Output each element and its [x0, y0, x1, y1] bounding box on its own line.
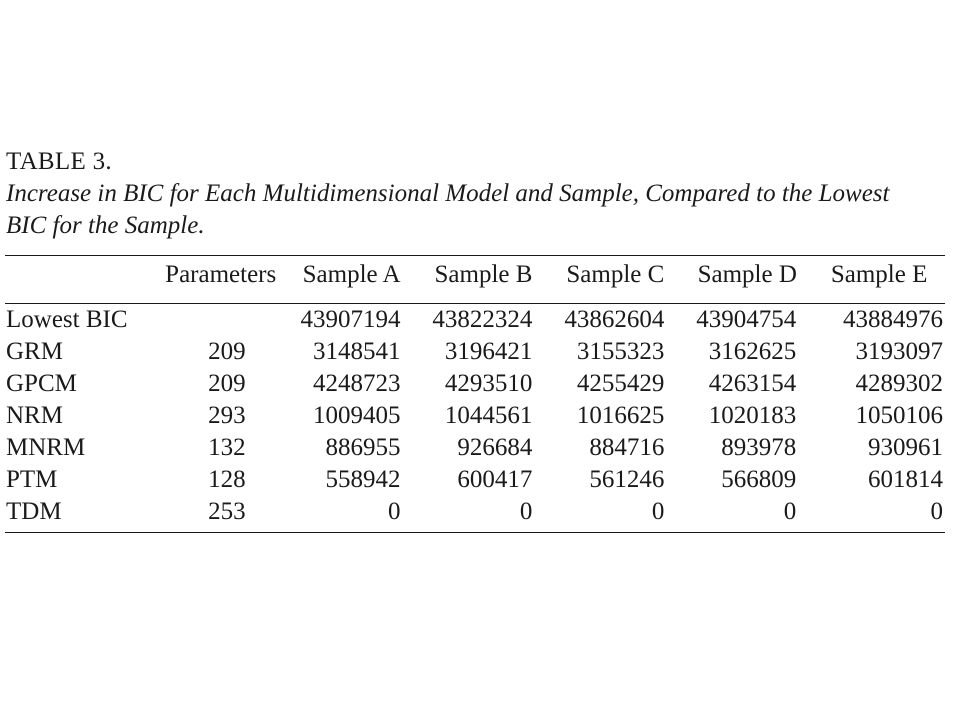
- column-header-parameters: Parameters: [165, 260, 277, 288]
- parameters-cell: 253: [208, 498, 246, 525]
- sample-e-cell: 3193097: [855, 338, 943, 365]
- model-cell: GPCM: [6, 370, 77, 397]
- sample-d-cell: 4263154: [708, 370, 797, 397]
- bic-table: [5, 256, 945, 528]
- sample-d-cell: 43904754: [696, 306, 797, 333]
- sample-e-cell: 43884976: [843, 306, 943, 333]
- table-row: [5, 304, 945, 336]
- sample-c-cell: 0: [651, 498, 665, 525]
- parameters-cell: 293: [208, 402, 246, 429]
- sample-a-cell: 3148541: [313, 338, 401, 365]
- model-cell: TDM: [6, 498, 62, 525]
- model-cell: NRM: [6, 402, 63, 429]
- table-row: [5, 464, 945, 496]
- sample-c-cell: 3155323: [576, 338, 665, 365]
- sample-b-cell: 1044561: [444, 402, 533, 429]
- table-number: TABLE 3.: [6, 148, 112, 175]
- column-header-sample-b: Sample B: [434, 260, 533, 288]
- column-header-sample-a: Sample A: [302, 260, 401, 288]
- table-title-line-2: BIC for the Sample.: [6, 212, 205, 239]
- model-cell: GRM: [6, 338, 63, 365]
- sample-d-cell: 893978: [721, 434, 797, 461]
- sample-b-cell: 4293510: [444, 370, 533, 397]
- sample-c-cell: 884716: [589, 434, 665, 461]
- header-row: [5, 256, 945, 293]
- model-cell: MNRM: [6, 434, 86, 461]
- model-cell: Lowest BIC: [6, 306, 128, 333]
- bottom-rule: [5, 532, 945, 533]
- sample-a-cell: 558942: [325, 466, 401, 493]
- column-header-sample-e: Sample E: [830, 260, 928, 288]
- model-cell: PTM: [6, 466, 58, 493]
- sample-a-cell: 4248723: [313, 370, 401, 397]
- table-title-line-1: Increase in BIC for Each Multidimensional Model and Sample, Compared to the Lowest: [6, 180, 890, 207]
- table-row: [5, 496, 945, 528]
- sample-d-cell: 1020183: [708, 402, 797, 429]
- sample-c-cell: 4255429: [576, 370, 665, 397]
- parameters-cell: [156, 304, 286, 336]
- sample-b-cell: 0: [519, 498, 533, 525]
- parameters-cell: 209: [208, 338, 246, 365]
- table-row: [5, 336, 945, 368]
- sample-b-cell: 926684: [457, 434, 533, 461]
- sample-a-cell: 886955: [325, 434, 401, 461]
- sample-b-cell: 3196421: [444, 338, 533, 365]
- sample-a-cell: 43907194: [300, 306, 401, 333]
- sample-e-cell: 4289302: [855, 370, 943, 397]
- sample-c-cell: 561246: [589, 466, 665, 493]
- sample-e-cell: 930961: [868, 434, 943, 461]
- parameters-cell: 209: [208, 370, 246, 397]
- sample-e-cell: 1050106: [855, 402, 943, 429]
- column-header-sample-c: Sample C: [566, 260, 665, 288]
- sample-a-cell: 1009405: [313, 402, 401, 429]
- sample-d-cell: 566809: [721, 466, 797, 493]
- sample-a-cell: 0: [388, 498, 401, 525]
- table-3: [5, 146, 945, 533]
- sample-e-cell: 0: [930, 498, 943, 525]
- table-row: [5, 400, 945, 432]
- sample-d-cell: 0: [783, 498, 797, 525]
- sample-b-cell: 43822324: [432, 306, 533, 333]
- column-header-sample-d: Sample D: [697, 260, 797, 288]
- table-row: [5, 368, 945, 400]
- sample-c-cell: 1016625: [576, 402, 665, 429]
- parameters-cell: 132: [208, 434, 246, 461]
- sample-b-cell: 600417: [457, 466, 533, 493]
- sample-e-cell: 601814: [868, 466, 943, 493]
- sample-d-cell: 3162625: [708, 338, 797, 365]
- sample-c-cell: 43862604: [564, 306, 665, 333]
- table-row: [5, 432, 945, 464]
- parameters-cell: 128: [208, 466, 246, 493]
- column-header-model: [5, 256, 156, 293]
